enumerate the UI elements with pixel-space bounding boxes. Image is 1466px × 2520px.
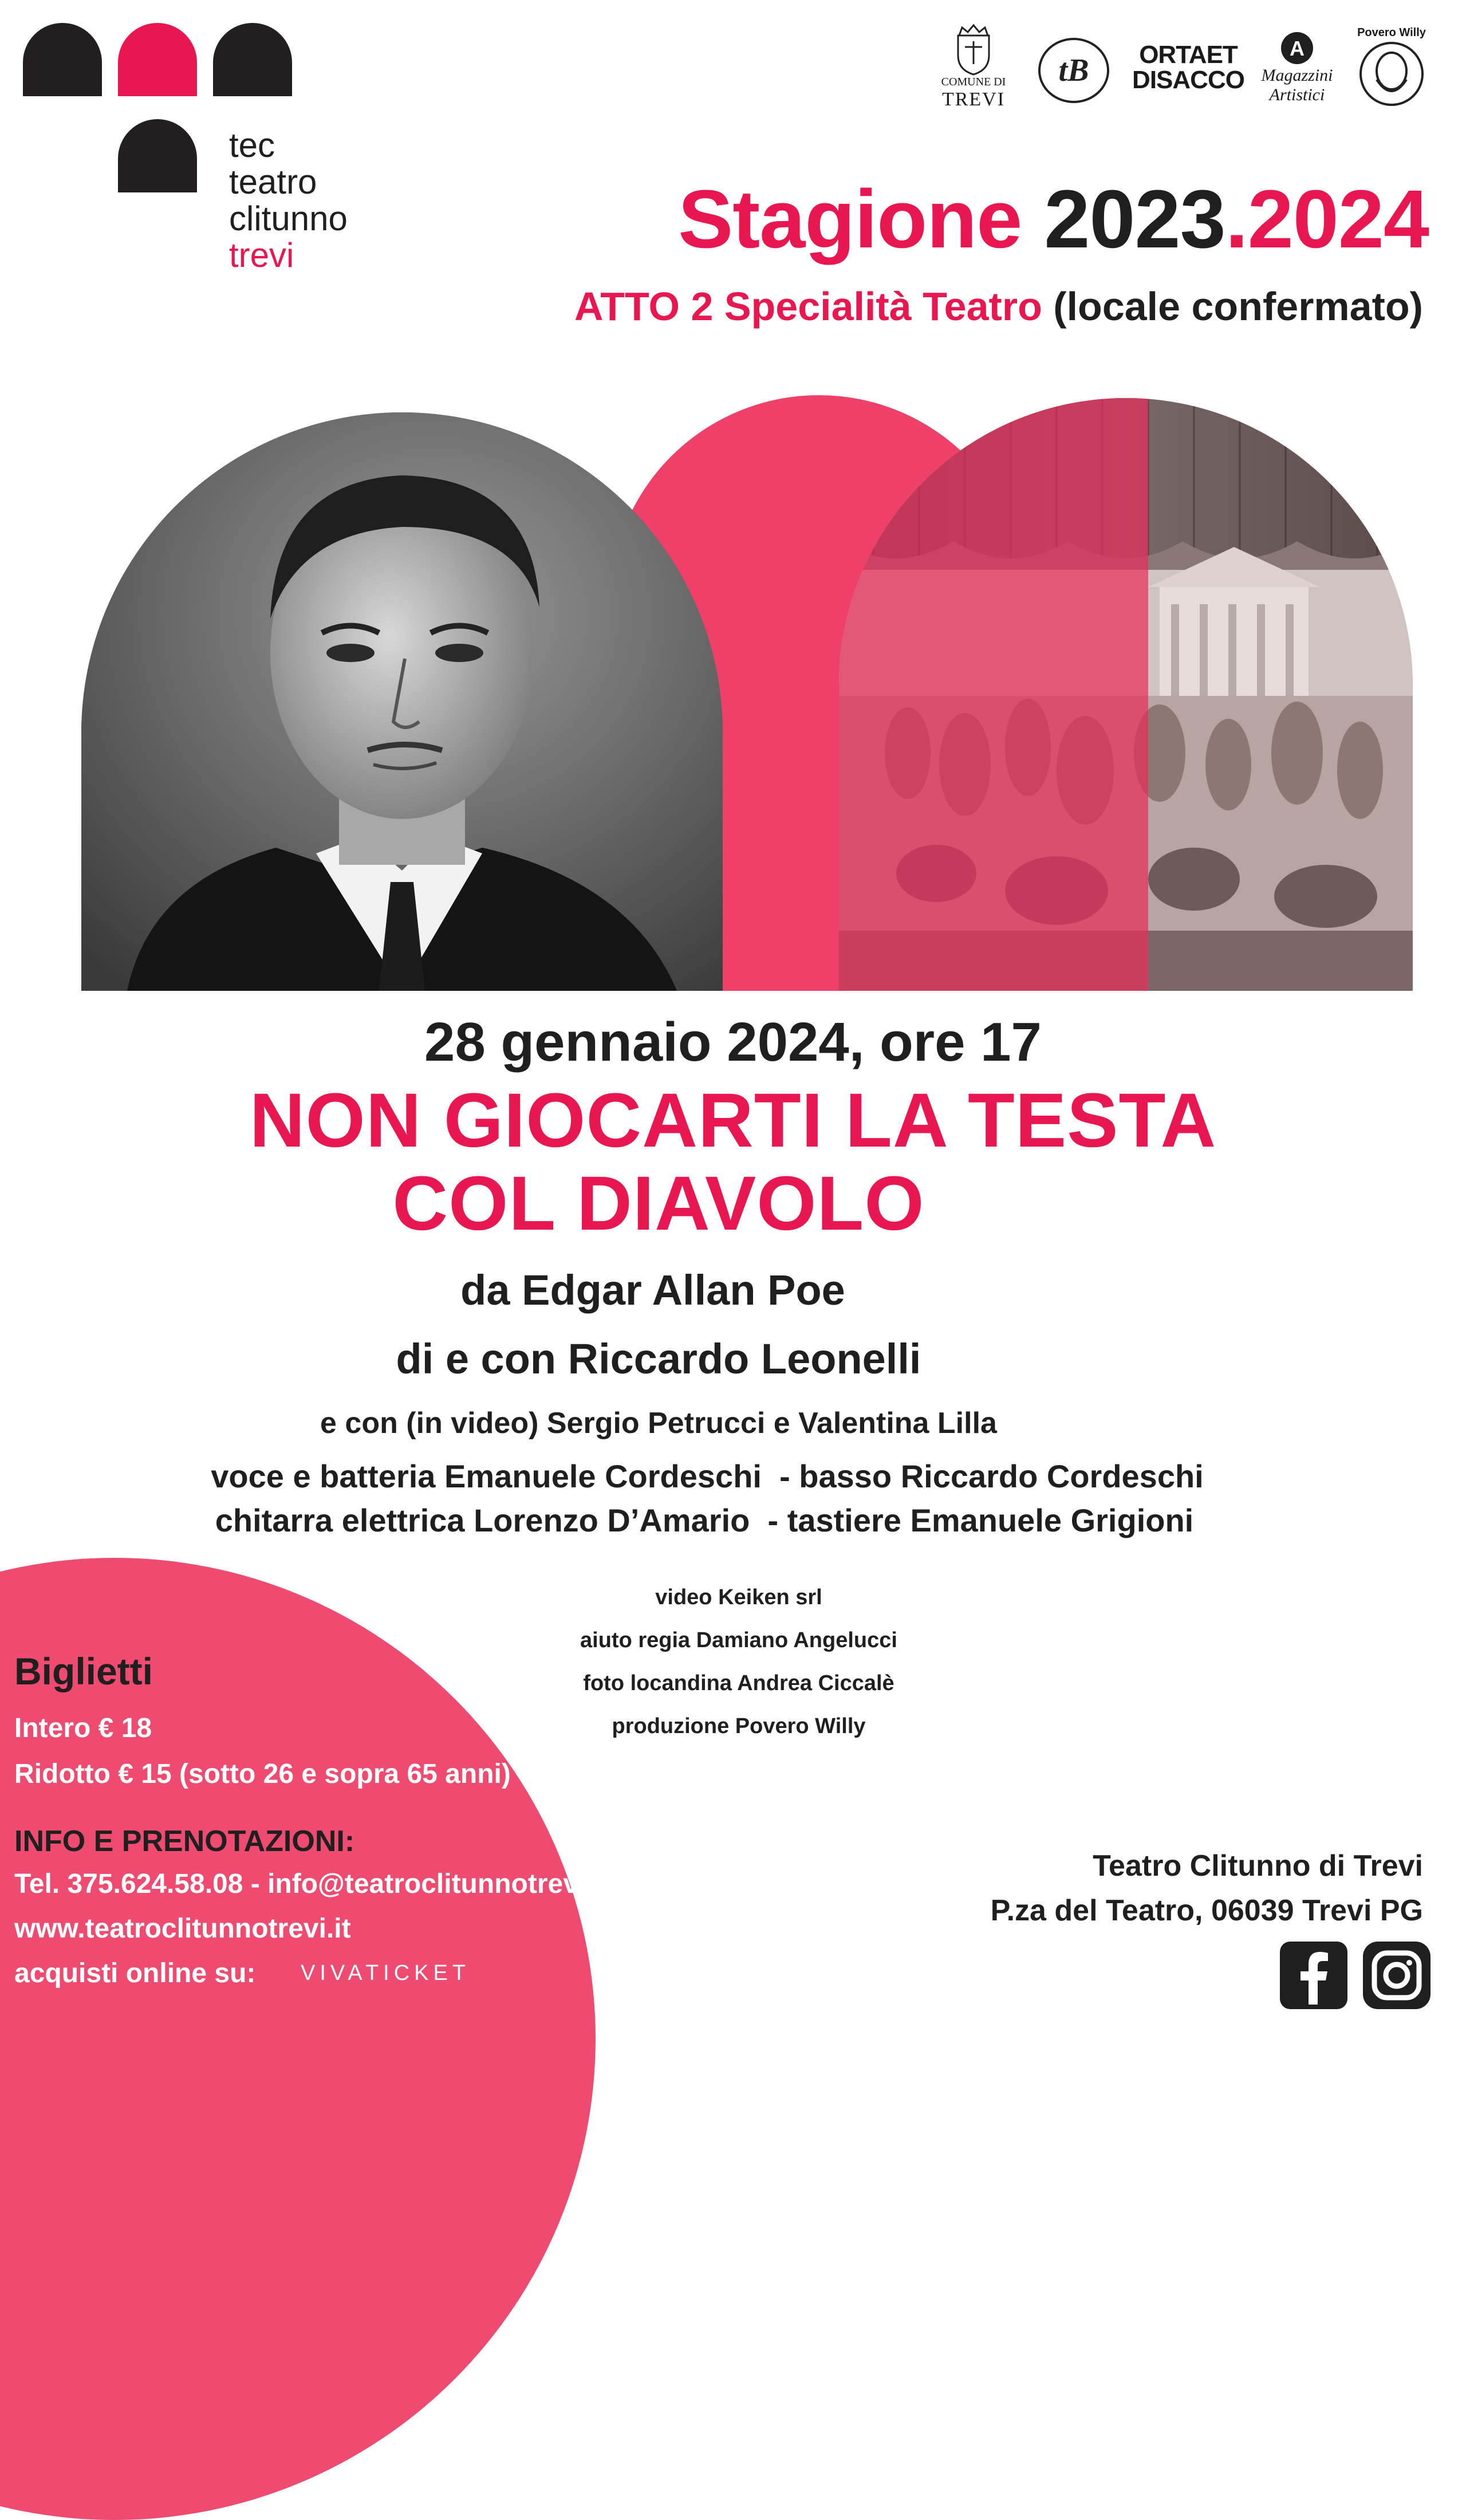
logo-arch-dark-left — [23, 23, 102, 96]
magazzini-label: Magazzini — [1261, 65, 1333, 85]
shakespeare-portrait-icon — [1357, 40, 1426, 108]
logo-arch-pink — [118, 23, 197, 96]
instagram-glyph-icon — [1363, 1942, 1430, 2009]
info-contacts[interactable]: Tel. 375.624.58.08 - info@teatroclitunnotrevi.it — [14, 1869, 610, 1899]
atto-note: (locale confermato) — [1053, 284, 1423, 329]
comune-label-bottom: TREVI — [941, 89, 1006, 110]
magazzini-a-icon — [1279, 30, 1315, 66]
season-year-sep: . — [1225, 173, 1248, 265]
credit-production: produzione Povero Willy — [612, 1714, 866, 1738]
credit-assistant-director: aiuto regia Damiano Angelucci — [580, 1628, 897, 1652]
event-title-line1: NON GIOCARTI LA TESTA — [249, 1078, 1217, 1163]
venue-name: Teatro Clitunno di Trevi — [1093, 1849, 1423, 1883]
online-purchase-label: acquisti online su: — [14, 1958, 256, 1989]
actor-portrait-image — [81, 412, 723, 991]
artistici-label: Artistici — [1269, 85, 1325, 104]
event-video-cast: e con (in video) Sergio Petrucci e Valentina Lilla — [320, 1407, 997, 1440]
logo-text-teatro: teatro — [229, 163, 317, 201]
ticket-reduced-price: Ridotto € 15 (sotto 26 e sopra 65 anni) — [14, 1759, 511, 1789]
atto-label: ATTO 2 Specialità Teatro — [574, 284, 1042, 329]
event-band-line1: voce e batteria Emanuele Cordeschi - basso Riccardo Cordeschi — [211, 1458, 1204, 1494]
sponsor-teatro-bolle — [1025, 17, 1122, 117]
season-year-first: 2023 — [1044, 173, 1225, 265]
ticket-full-price: Intero € 18 — [14, 1713, 152, 1743]
credit-poster-photo: foto locandina Andrea Ciccalè — [583, 1671, 894, 1695]
info-heading: INFO E PRENOTAZIONI: — [14, 1825, 355, 1858]
stage-painting-image — [839, 398, 1413, 991]
event-title-line2: COL DIAVOLO — [392, 1161, 925, 1246]
season-title — [678, 172, 1429, 267]
venue-address: P.za del Teatro, 06039 Trevi PG — [990, 1894, 1423, 1927]
actor-portrait-arch — [81, 412, 723, 991]
facebook-icon[interactable] — [1280, 1942, 1347, 2009]
tickets-heading: Biglietti — [14, 1650, 153, 1692]
sponsor-povero-willy — [1349, 17, 1435, 117]
comune-label-top: COMUNE DI — [941, 76, 1006, 88]
atto-subtitle — [574, 284, 1423, 329]
vivaticket-logo[interactable]: VIVATICKET — [301, 1961, 471, 1985]
event-band-line2: chitarra elettrica Lorenzo D’Amario - tastiere Emanuele Grigioni — [215, 1502, 1194, 1538]
event-date: 28 gennaio 2024, ore 17 — [424, 1011, 1042, 1073]
disacco-label: DISACCO — [1132, 65, 1244, 94]
logo-arch-dark-right — [213, 23, 292, 96]
logo-text-tec: tec — [229, 126, 275, 164]
stage-painting-arch — [839, 398, 1413, 991]
coat-of-arms-icon — [953, 24, 994, 76]
footer-pink-circle — [0, 1558, 596, 2520]
theatre-logo — [23, 23, 424, 292]
sponsor-magazzini-artistici — [1251, 17, 1343, 117]
event-author: da Edgar Allan Poe — [460, 1266, 845, 1314]
svg-text:tB: tB — [1058, 52, 1089, 88]
logo-arch-dark-bottom — [118, 119, 197, 192]
season-word: Stagione — [678, 173, 1022, 265]
instagram-icon[interactable] — [1363, 1942, 1430, 2009]
event-performer: di e con Riccardo Leonelli — [396, 1335, 921, 1383]
info-website-link[interactable]: www.teatroclitunnotrevi.it — [14, 1913, 351, 1944]
credit-video: video Keiken srl — [655, 1585, 822, 1609]
sponsor-comune-trevi — [931, 17, 1016, 117]
logo-text-clitunno: clitunno — [229, 199, 348, 238]
svg-text:A: A — [1290, 36, 1305, 60]
ortaet-label: ORTAET — [1139, 40, 1238, 69]
sponsor-ortaet-disacco — [1131, 17, 1246, 117]
logo-text-trevi: trevi — [229, 236, 294, 274]
teatro-bolle-logo-icon — [1028, 25, 1120, 111]
season-year-second: 2024 — [1247, 173, 1429, 265]
povero-willy-label: Povero Willy — [1357, 26, 1426, 39]
facebook-glyph-icon — [1280, 1942, 1347, 2009]
